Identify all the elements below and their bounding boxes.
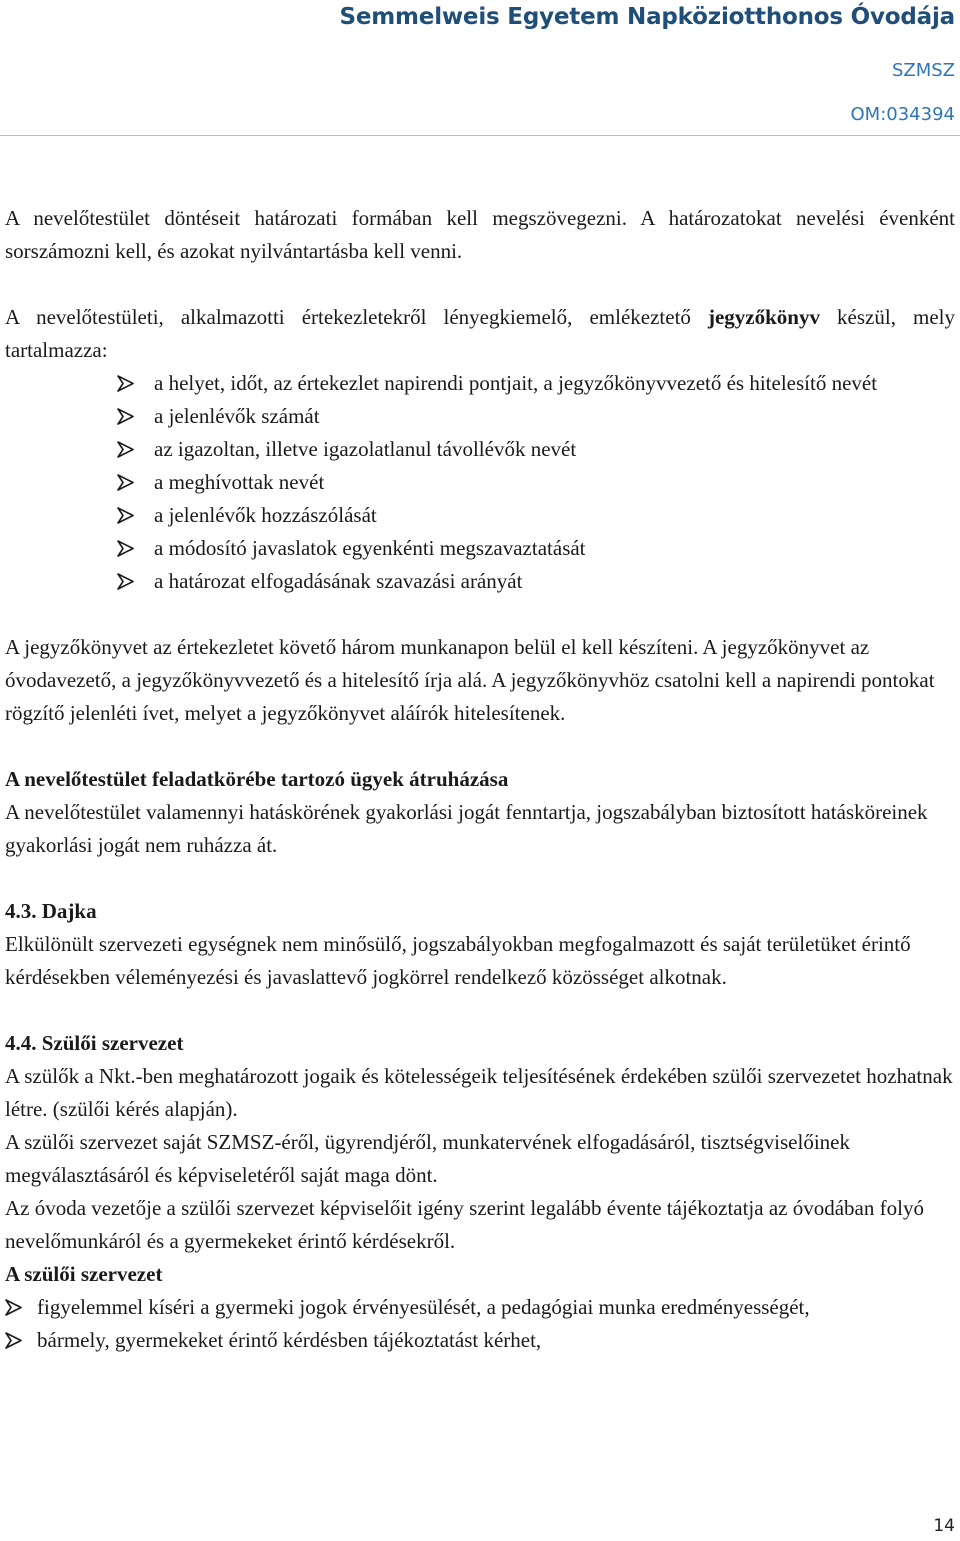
minutes-intro-text: A nevelőtestületi, alkalmazotti értekezletekről lényegkiemelő, emlékeztető — [5, 305, 708, 329]
list-item: a módosító javaslatok egyenkénti megszavaztatását — [5, 532, 955, 565]
minutes-intro-tail: készül, mely tartalmazza: — [5, 305, 956, 362]
heading-transfer: A nevelőtestület feladatkörébe tartozó ügyek átruházása — [5, 767, 509, 791]
arrow-bullet-icon — [117, 441, 134, 458]
arrow-bullet-icon — [5, 1299, 22, 1316]
arrow-bullet-icon — [117, 507, 134, 524]
paragraph-minutes-signing: A jegyzőkönyvet az értekezletet követő három munkanapon belül el kell készíteni. A jegyzőkönyvet az óvodavezető, a jegyzőkönyvvezető és a hitelesítő írja alá. A jegyzőkönyvhöz csatolni kell a napirendi pontokat rögzítő jelenléti ívet, melyet a jegyzőkönyvet aláírók hitelesítenek. — [5, 635, 935, 725]
heading-dajka: 4.3. Dajka — [5, 899, 97, 923]
arrow-bullet-icon — [117, 375, 134, 392]
list-item: a jelenlévők hozzászólását — [5, 499, 955, 532]
document-type: SZMSZ — [891, 60, 955, 81]
list-item: a helyet, időt, az értekezlet napirendi pontjait, a jegyzőkönyvvezető és hitelesítő nevét — [5, 367, 955, 400]
paragraph-parent-3: Az óvoda vezetője a szülői szervezet képviselőit igény szerint legalább évente tájékoztatja az óvodában folyó nevelőmunkáról és a gyermekeket érintő kérdésekről. — [5, 1196, 924, 1253]
arrow-bullet-icon — [5, 1332, 22, 1349]
paragraph-resolutions: A nevelőtestület döntéseit határozati formában kell megszövegezni. A határozatokat nevelési évenként sorszámozni kell, és azokat nyilvántartásba kell venni. — [5, 206, 955, 263]
paragraph-transfer: A nevelőtestület valamennyi hatáskörének gyakorlási jogát fenntartja, jogszabályban biztosított hatásköreinek gyakorlási jogát nem ruházza át. — [5, 800, 928, 857]
list-item: az igazoltan, illetve igazolatlanul távollévők nevét — [5, 433, 955, 466]
arrow-bullet-icon — [117, 474, 134, 491]
page-number: 14 — [933, 1516, 955, 1536]
heading-parent-organization: 4.4. Szülői szervezet — [5, 1031, 184, 1055]
om-identifier: OM:034394 — [850, 104, 955, 125]
arrow-bullet-icon — [117, 408, 134, 425]
header-divider — [0, 135, 960, 136]
minutes-keyword: jegyzőkönyv — [707, 305, 820, 329]
list-item: figyelemmel kíséri a gyermeki jogok érvényesülését, a pedagógiai munka eredményességét, — [5, 1291, 955, 1324]
list-item: a meghívottak nevét — [5, 466, 955, 499]
subheading-parent-organization: A szülői szervezet — [5, 1262, 163, 1286]
arrow-bullet-icon — [117, 540, 134, 557]
document-body — [5, 202, 955, 1357]
paragraph-minutes-intro — [5, 301, 955, 367]
list-item: bármely, gyermekeket érintő kérdésben tájékoztatást kérhet, — [5, 1324, 955, 1357]
paragraph-dajka: Elkülönült szervezeti egységnek nem minősülő, jogszabályokban megfogalmazott és saját területüket érintő kérdésekben véleményezési és javaslattevő jogkörrel rendelkező közösséget alkotnak. — [5, 932, 911, 989]
arrow-bullet-icon — [117, 573, 134, 590]
paragraph-parent-1: A szülők a Nkt.-ben meghatározott jogaik és kötelességeik teljesítésének érdekében szülői szervezetet hozhatnak létre. (szülői kérés alapján). — [5, 1064, 953, 1121]
institution-title: Semmelweis Egyetem Napköziotthonos Óvodája — [339, 4, 955, 30]
parent-organization-list — [5, 1291, 955, 1357]
paragraph-parent-2: A szülői szervezet saját SZMSZ-éről, ügyrendjéről, munkatervének elfogadásáról, tisztségviselőinek megválasztásáról és képviseletéről saját maga dönt. — [5, 1130, 850, 1187]
page-header — [0, 0, 960, 138]
minutes-contents-list — [5, 367, 955, 598]
list-item: a határozat elfogadásának szavazási arányát — [5, 565, 955, 598]
list-item: a jelenlévők számát — [5, 400, 955, 433]
